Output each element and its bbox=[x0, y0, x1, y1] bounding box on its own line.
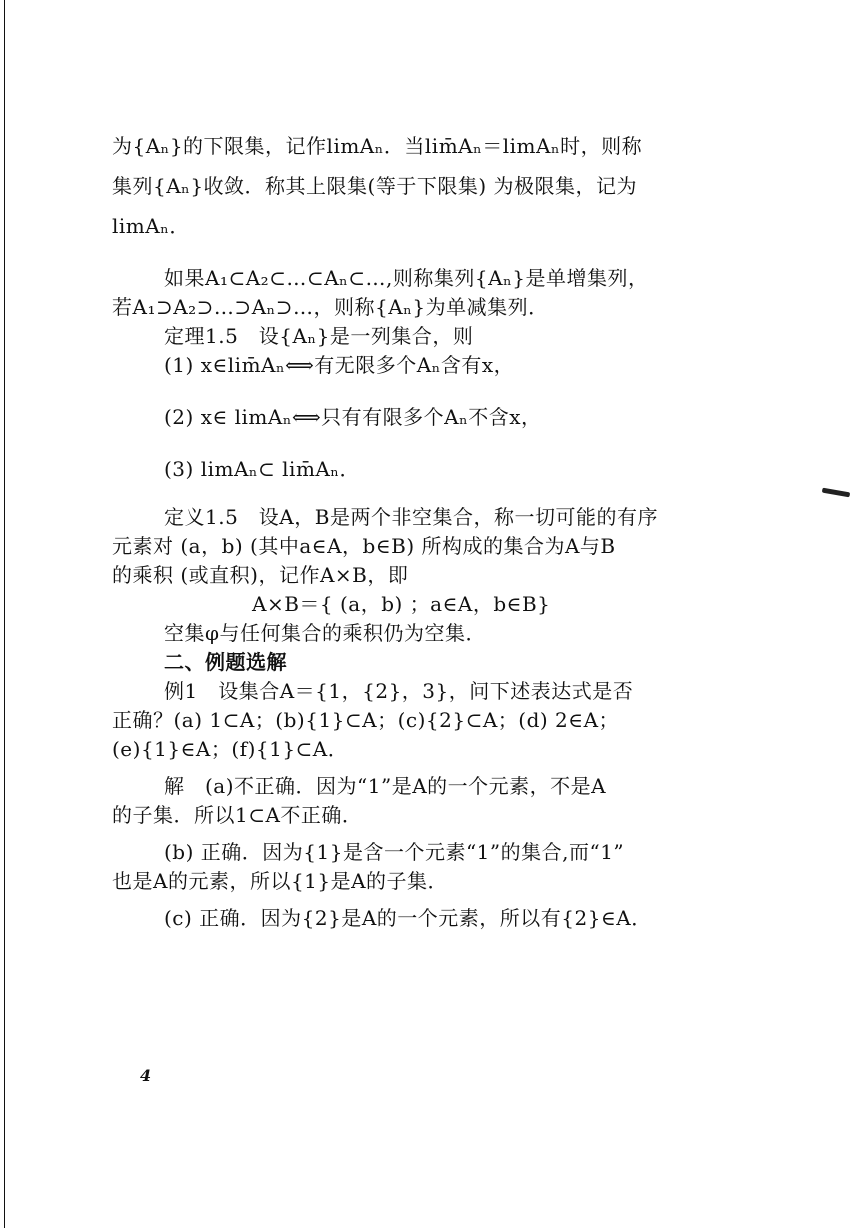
text-line: (1) x∈lim̄Aₙ⟺有无限多个Aₙ含有x， bbox=[164, 353, 515, 377]
text-line: limAₙ． bbox=[112, 214, 190, 238]
text-line: 若A₁⊃A₂⊃…⊃Aₙ⊃…，则称{Aₙ}为单减集列． bbox=[112, 295, 549, 319]
text-line: (e){1}∈A；(f){1}⊂A． bbox=[112, 737, 349, 761]
scan-speck bbox=[822, 488, 850, 498]
theorem-heading: 定理1.5 设{Aₙ}是一列集合，则 bbox=[164, 324, 474, 348]
formula: A×B＝{ (a，b) ；a∈A，b∈B} bbox=[252, 592, 551, 616]
text-line: 空集φ与任何集合的乘积仍为空集． bbox=[164, 621, 487, 645]
text-line: (2) x∈ limAₙ⟺只有有限多个Aₙ不含x， bbox=[164, 405, 542, 429]
page-body bbox=[112, 132, 772, 933]
text-line: 为{Aₙ}的下限集，记作limAₙ．当lim̄Aₙ＝limAₙ时，则称 bbox=[112, 134, 643, 158]
text-line: (b) 正确．因为{1}是含一个元素“1”的集合,而“1” bbox=[164, 840, 625, 864]
text-line: 集列{Aₙ}收敛．称其上限集(等于下限集) 为极限集，记为 bbox=[112, 174, 638, 198]
definition-heading: 定义1.5 设A，B是两个非空集合，称一切可能的有序 bbox=[164, 505, 658, 529]
text-line: 的子集．所以1⊂A不正确． bbox=[112, 803, 363, 827]
page-number: 4 bbox=[140, 1066, 152, 1085]
text-line: 正确？(a) 1⊂A；(b){1}⊂A；(c){2}⊂A；(d) 2∈A； bbox=[112, 708, 620, 732]
text-line: (c) 正确．因为{2}是A的一个元素，所以有{2}∈A． bbox=[164, 906, 652, 930]
example-heading: 例1 设集合A＝{1，{2}，3}，问下述表达式是否 bbox=[164, 679, 634, 703]
solution-line: 解 (a)不正确．因为“1”是A的一个元素，不是A bbox=[164, 774, 607, 798]
text-line: 如果A₁⊂A₂⊂…⊂Aₙ⊂…,则称集列{Aₙ}是单增集列， bbox=[164, 266, 649, 290]
section-heading: 二、例题选解 bbox=[164, 650, 287, 674]
text-line: 也是A的元素，所以{1}是A的子集． bbox=[112, 869, 449, 893]
text-line: (3) limAₙ⊂ lim̄Aₙ． bbox=[164, 457, 361, 481]
text-line: 的乘积 (或直积)，记作A×B，即 bbox=[112, 563, 409, 587]
scan-edge bbox=[4, 0, 5, 1228]
text-line: 元素对 (a，b) (其中a∈A，b∈B) 所构成的集合为A与B bbox=[112, 534, 616, 558]
